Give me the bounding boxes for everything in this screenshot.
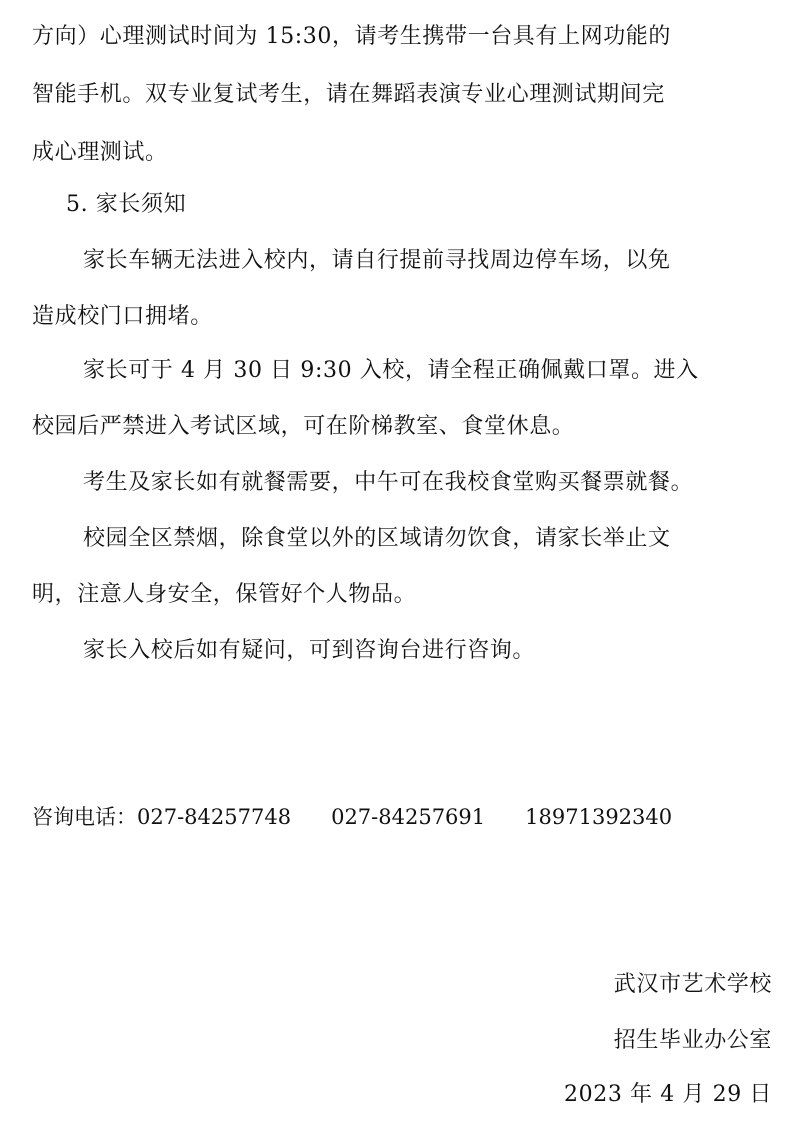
paragraph-line: 校园全区禁烟，除食堂以外的区域请勿饮食，请家长举止文: [83, 526, 671, 551]
paragraph-line: 家长可于 4 月 30 日 9:30 入校，请全程正确佩戴口罩。进入: [83, 358, 699, 383]
signature-organization: 武汉市艺术学校: [613, 972, 772, 997]
paragraph-line: 方向）心理测试时间为 15:30，请考生携带一台具有上网功能的: [32, 24, 671, 49]
contact-phones: [32, 802, 672, 832]
paragraph-line: 校园后严禁进入考试区域，可在阶梯教室、食堂休息。: [32, 414, 575, 439]
phone-number: 027-84257748: [137, 805, 292, 829]
paragraph-line: 考生及家长如有就餐需要，中午可在我校食堂购买餐票就餐。: [83, 470, 694, 495]
phone-number: 18971392340: [525, 805, 673, 829]
signature-date: 2023 年 4 月 29 日: [564, 1082, 772, 1107]
paragraph-line: 智能手机。双专业复试考生，请在舞蹈表演专业心理测试期间完: [32, 82, 665, 107]
phone-number: 027-84257691: [331, 805, 486, 829]
paragraph-line: 成心理测试。: [32, 140, 168, 165]
section-heading: 5. 家长须知: [66, 192, 187, 217]
paragraph-line: 家长车辆无法进入校内，请自行提前寻找周边停车场，以免: [83, 248, 671, 273]
signature-office: 招生毕业办公室: [613, 1028, 772, 1053]
paragraph-line: 造成校门口拥堵。: [32, 304, 213, 329]
paragraph-line: 明，注意人身安全，保管好个人物品。: [32, 582, 417, 607]
contact-label: 咨询电话：: [32, 805, 137, 829]
paragraph-line: 家长入校后如有疑问，可到咨询台进行咨询。: [83, 638, 536, 663]
